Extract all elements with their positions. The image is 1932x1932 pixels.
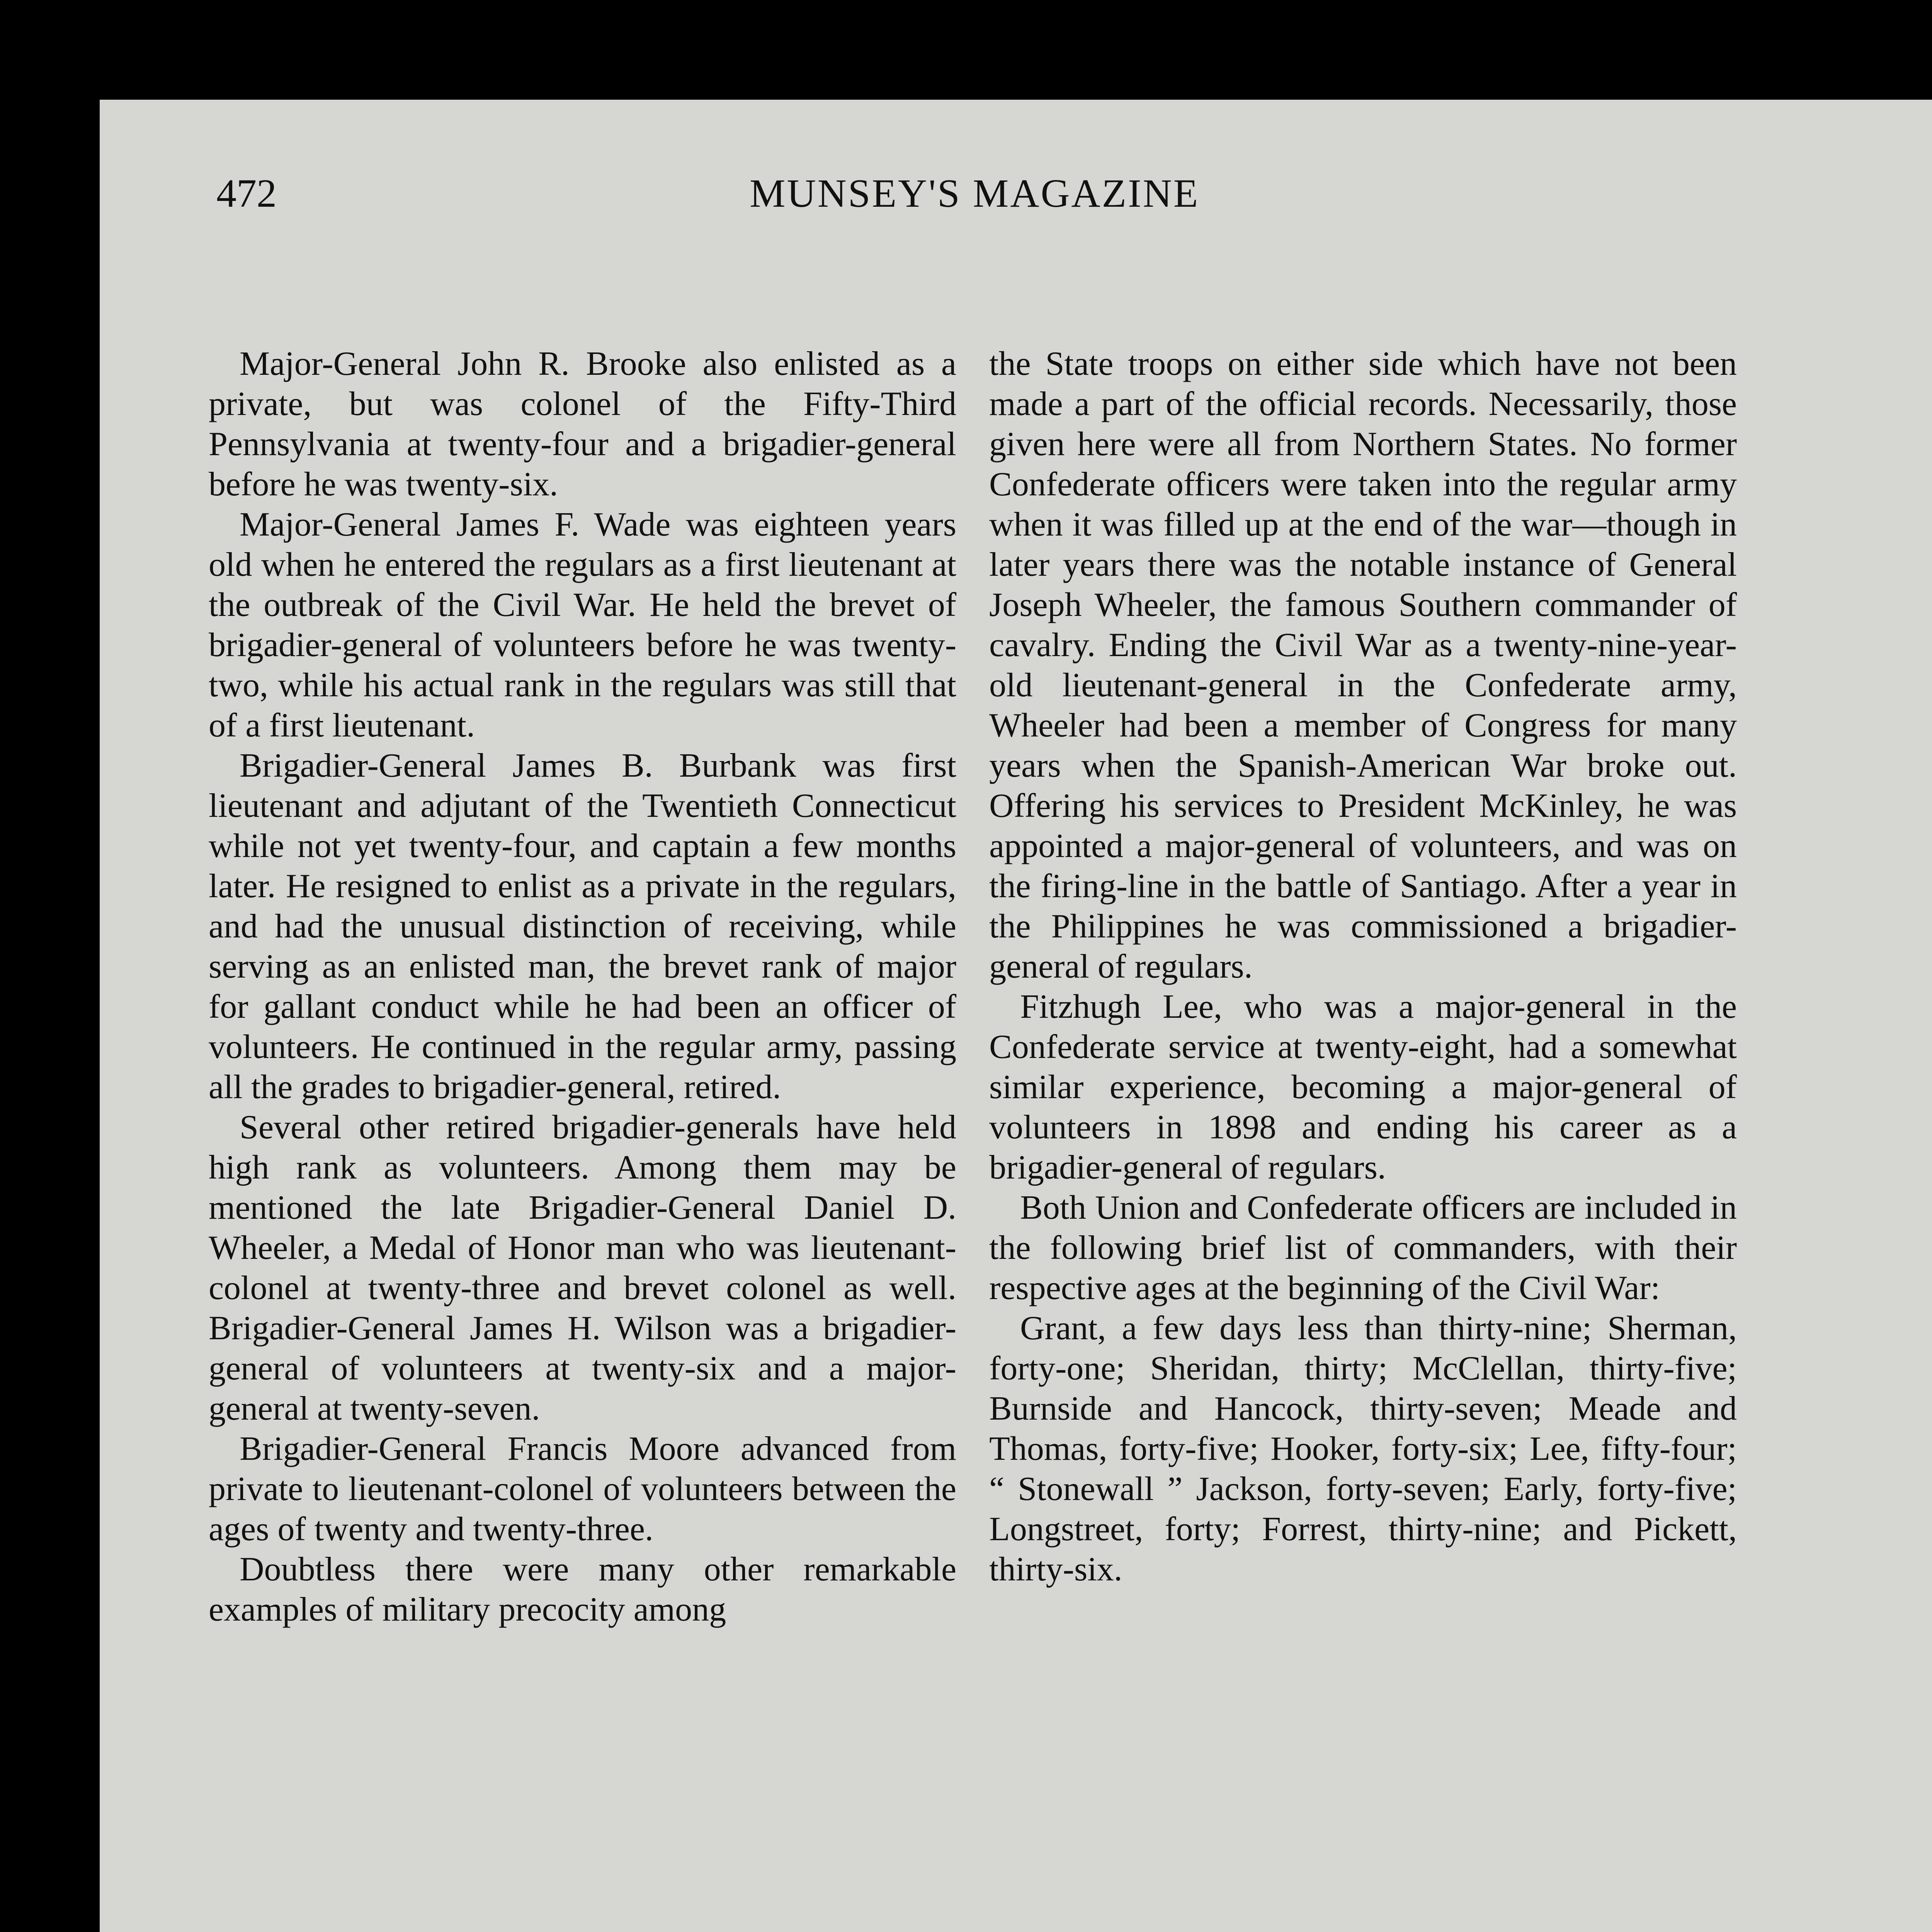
page-number: 472 — [216, 171, 277, 216]
running-head: MUNSEY'S MAGAZINE — [750, 171, 1200, 216]
paragraph: Doubtless there were many other remarkable examples of military precocity among — [209, 1551, 956, 1628]
paragraph: Major-General John R. Brooke also enlisted as a private, but was colonel of the Fifty-Third Pennsylvania at twenty-four and a brigadier-general before he was twenty-six. — [209, 345, 956, 503]
paragraph: Brigadier-General James B. Burbank was first lieutenant and adjutant of the Twentieth Connecticut while not yet twenty-four, and captain a few months later. He resigned to enlist as a private in the regulars, and had the unusual distinction of receiving, while serving as an enlisted man, the brevet rank of major for gallant conduct while he had been an officer of volunteers. He continued in the regular army, passing all the grades to brigadier-general, retired. — [209, 747, 956, 1106]
paragraph: Brigadier-General Francis Moore advanced from private to lieutenant-colonel of volunteers between the ages of twenty and twenty-three. — [209, 1430, 956, 1548]
paragraph: Both Union and Confederate officers are included in the following brief list of commanders, with their respective ages at the beginning of the Civil War: — [989, 1189, 1737, 1307]
paragraph: Major-General James F. Wade was eighteen years old when he entered the regulars as a first lieutenant at the outbreak of the Civil War. He held the brevet of brigadier-general of volunteers before he was twenty-two, while his actual rank in the regulars was still that of a first lieutenant. — [209, 506, 956, 744]
article-right-column — [989, 344, 1737, 1590]
paragraph-continuation: the State troops on either side which have not been made a part of the official records. Necessarily, those given here were all from Northern States. No former Confederate officers were taken into the regular army when it was filled up at the end of the war—though in later years there was the notable instance of General Joseph Wheeler, the famous Southern commander of cavalry. Ending the Civil War as a twenty-nine-year-old lieutenant-general in the Confederate army, Wheeler had been a member of Congress for many years when the Spanish-American War broke out. Offering his services to President McKinley, he was appointed a major-general of volunteers, and was on the firing-line in the battle of Santiago. After a year in the Philippines he was commissioned a brigadier-general of regulars. — [989, 345, 1737, 985]
page-header — [0, 170, 1932, 232]
paragraph: Fitzhugh Lee, who was a major-general in the Confederate service at twenty-eight, had a somewhat similar experience, becoming a major-general of volunteers in 1898 and ending his career as a brigadier-general of regulars. — [989, 988, 1737, 1186]
paragraph: Several other retired brigadier-generals have held high rank as volunteers. Among them may be mentioned the late Brigadier-General Daniel D. Wheeler, a Medal of Honor man who was lieutenant-colonel at twenty-three and brevet colonel as well. Brigadier-General James H. Wilson was a brigadier-general of volunteers at twenty-six and a major-general at twenty-seven. — [209, 1109, 956, 1427]
article-left-column — [209, 344, 956, 1630]
paragraph: Grant, a few days less than thirty-nine; Sherman, forty-one; Sheridan, thirty; McClellan, thirty-five; Burnside and Hancock, thirty-seven; Meade and Thomas, forty-five; Hooker, forty-six; Lee, fifty-four; “ Stonewall ” Jackson, forty-seven; Early, forty-five; Longstreet, forty; Forrest, thirty-nine; and Pickett, thirty-six. — [989, 1310, 1737, 1588]
